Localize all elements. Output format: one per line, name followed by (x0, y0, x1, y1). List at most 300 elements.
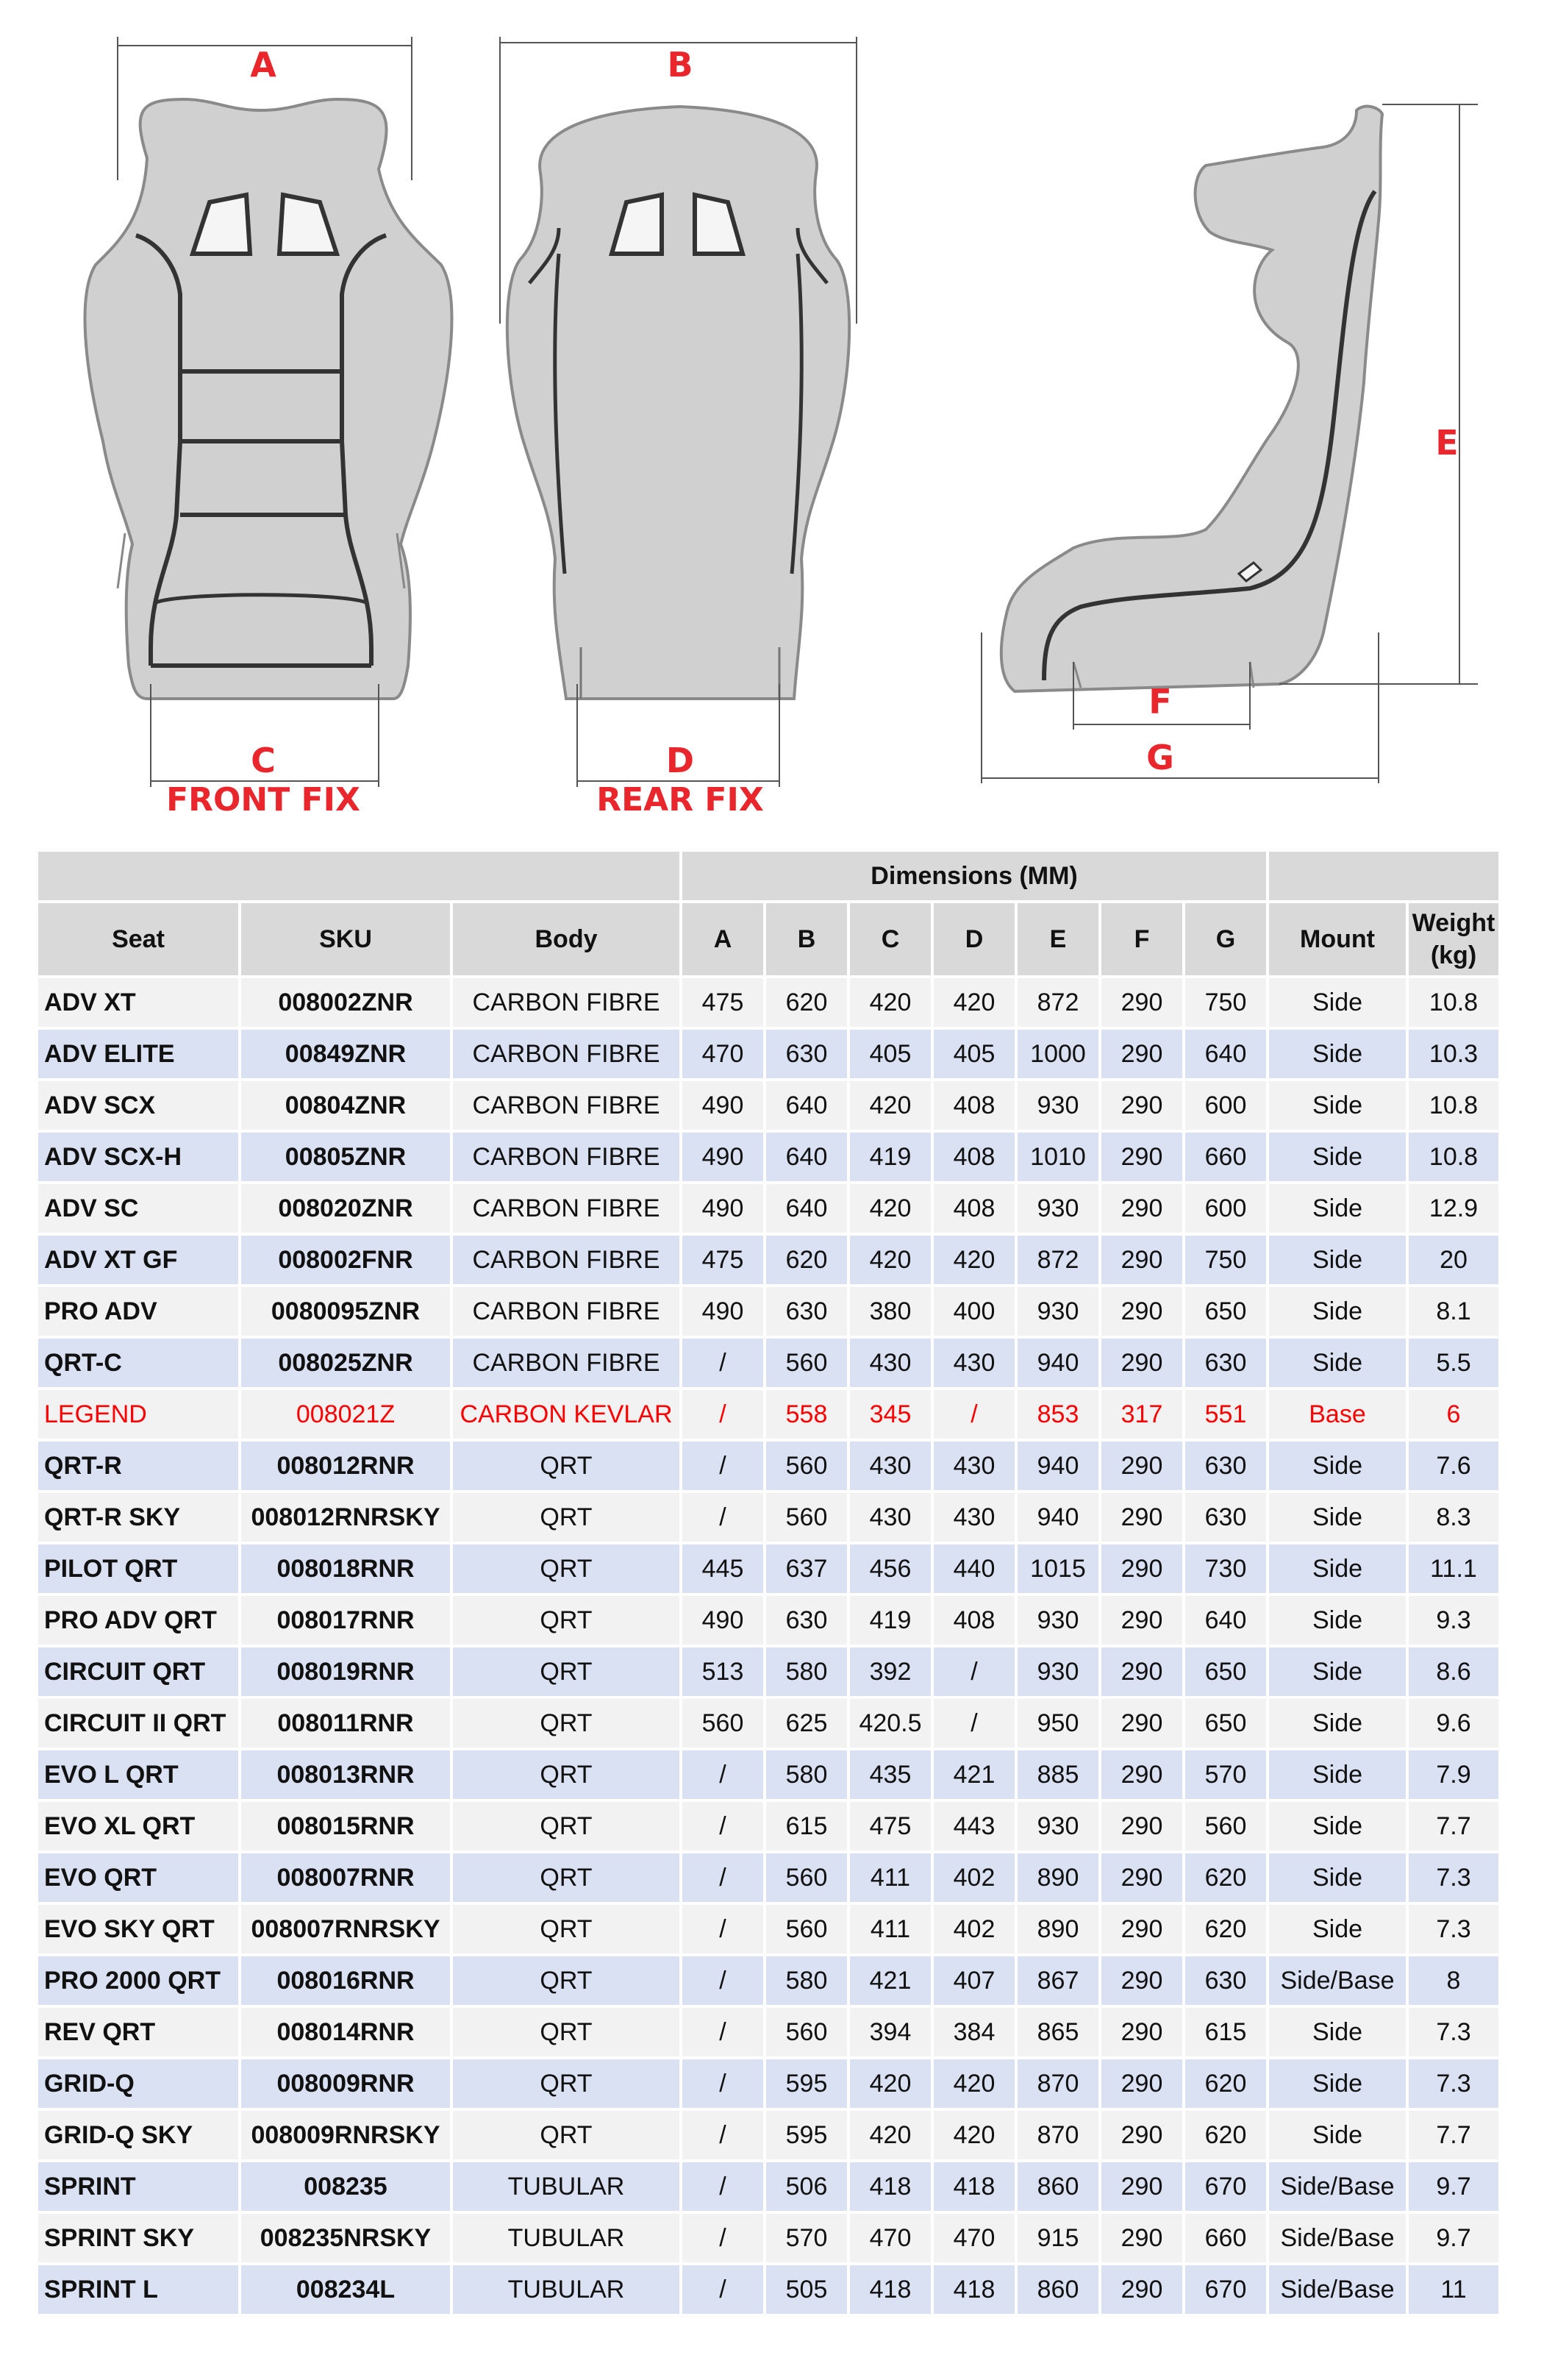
cell-mount: Side (1269, 2008, 1406, 2056)
cell-mount: Side/Base (1269, 2162, 1406, 2211)
cell-a: / (682, 1802, 763, 1850)
table-row (38, 1493, 1498, 1542)
cell-c: 420 (850, 1184, 931, 1233)
table-row (38, 1596, 1498, 1645)
cell-a: / (682, 2111, 763, 2159)
cell-seat: ADV XT GF (38, 1236, 238, 1284)
dimension-c (151, 684, 379, 819)
cell-f: 290 (1101, 1905, 1182, 1953)
cell-f: 290 (1101, 2214, 1182, 2262)
table-body (38, 978, 1498, 2314)
table-row (38, 1544, 1498, 1593)
cell-body: QRT (453, 1802, 679, 1850)
cell-d: 402 (934, 1853, 1015, 1902)
cell-a: 490 (682, 1596, 763, 1645)
cell-weight: 8.1 (1409, 1287, 1498, 1336)
cell-seat: LEGEND (38, 1390, 238, 1439)
cell-weight: 10.8 (1409, 1081, 1498, 1130)
cell-mount: Side (1269, 1853, 1406, 1902)
table-row (38, 1442, 1498, 1490)
cell-e: 853 (1018, 1390, 1098, 1439)
seat-dimension-diagram (0, 0, 1544, 824)
cell-sku: 008012RNR (241, 1442, 450, 1490)
front-fix-caption: FRONT FIX (166, 781, 360, 819)
cell-sku: 008009RNRSKY (241, 2111, 450, 2159)
cell-mount: Side (1269, 1750, 1406, 1799)
cell-mount: Side (1269, 1544, 1406, 1593)
table-row (38, 2265, 1498, 2314)
table-row (38, 2162, 1498, 2211)
cell-e: 870 (1018, 2059, 1098, 2108)
cell-c: 418 (850, 2265, 931, 2314)
cell-g: 600 (1185, 1081, 1266, 1130)
cell-weight: 8.6 (1409, 1647, 1498, 1696)
cell-d: / (934, 1699, 1015, 1747)
header-blank (38, 852, 679, 900)
cell-body: CARBON KEVLAR (453, 1390, 679, 1439)
table-row (38, 1905, 1498, 1953)
table-row (38, 1236, 1498, 1284)
cell-mount: Side (1269, 1905, 1406, 1953)
cell-seat: ADV ELITE (38, 1030, 238, 1078)
cell-body: QRT (453, 2059, 679, 2108)
cell-sku: 008015RNR (241, 1802, 450, 1850)
cell-body: QRT (453, 1596, 679, 1645)
col-mount: Mount (1269, 903, 1406, 975)
cell-d: 420 (934, 978, 1015, 1027)
cell-weight: 7.7 (1409, 1802, 1498, 1850)
cell-g: 650 (1185, 1647, 1266, 1696)
cell-mount: Side (1269, 1339, 1406, 1387)
cell-sku: 008235NRSKY (241, 2214, 450, 2262)
cell-seat: SPRINT L (38, 2265, 238, 2314)
table-row (38, 1339, 1498, 1387)
cell-g: 551 (1185, 1390, 1266, 1439)
cell-d: / (934, 1390, 1015, 1439)
cell-seat: QRT-R (38, 1442, 238, 1490)
cell-e: 867 (1018, 1956, 1098, 2005)
table-row (38, 2008, 1498, 2056)
col-g: G (1185, 903, 1266, 975)
cell-g: 670 (1185, 2162, 1266, 2211)
cell-body: CARBON FIBRE (453, 1339, 679, 1387)
cell-g: 560 (1185, 1802, 1266, 1850)
cell-f: 290 (1101, 1339, 1182, 1387)
cell-d: 420 (934, 2059, 1015, 2108)
cell-f: 290 (1101, 1544, 1182, 1593)
cell-seat: REV QRT (38, 2008, 238, 2056)
cell-a: / (682, 1442, 763, 1490)
cell-body: QRT (453, 1699, 679, 1747)
cell-c: 456 (850, 1544, 931, 1593)
cell-body: TUBULAR (453, 2162, 679, 2211)
cell-mount: Side (1269, 1287, 1406, 1336)
cell-body: QRT (453, 2111, 679, 2159)
cell-mount: Side/Base (1269, 2214, 1406, 2262)
cell-seat: SPRINT (38, 2162, 238, 2211)
cell-c: 430 (850, 1442, 931, 1490)
cell-b: 637 (766, 1544, 847, 1593)
cell-a: / (682, 2162, 763, 2211)
cell-seat: ADV SCX (38, 1081, 238, 1130)
cell-c: 420 (850, 978, 931, 1027)
cell-mount: Side (1269, 1647, 1406, 1696)
cell-a: 490 (682, 1184, 763, 1233)
label-d: D (665, 741, 695, 780)
cell-body: CARBON FIBRE (453, 1081, 679, 1130)
cell-e: 860 (1018, 2162, 1098, 2211)
cell-sku: 008014RNR (241, 2008, 450, 2056)
table-row (38, 1287, 1498, 1336)
cell-f: 290 (1101, 1647, 1182, 1696)
cell-a: 445 (682, 1544, 763, 1593)
cell-body: CARBON FIBRE (453, 1287, 679, 1336)
table-row (38, 1699, 1498, 1747)
cell-c: 419 (850, 1596, 931, 1645)
cell-a: 513 (682, 1647, 763, 1696)
table-row (38, 978, 1498, 1027)
cell-weight: 7.9 (1409, 1750, 1498, 1799)
table-row (38, 1081, 1498, 1130)
cell-g: 750 (1185, 1236, 1266, 1284)
cell-seat: PRO 2000 QRT (38, 1956, 238, 2005)
cell-sku: 008007RNR (241, 1853, 450, 1902)
cell-d: 418 (934, 2265, 1015, 2314)
cell-body: QRT (453, 1750, 679, 1799)
cell-g: 660 (1185, 2214, 1266, 2262)
seat-spec-table-container (35, 849, 1498, 2317)
cell-a: / (682, 1493, 763, 1542)
cell-seat: PRO ADV QRT (38, 1596, 238, 1645)
cell-weight: 9.6 (1409, 1699, 1498, 1747)
cell-b: 630 (766, 1030, 847, 1078)
cell-seat: QRT-C (38, 1339, 238, 1387)
cell-d: 402 (934, 1905, 1015, 1953)
cell-e: 872 (1018, 978, 1098, 1027)
cell-d: 420 (934, 2111, 1015, 2159)
cell-weight: 5.5 (1409, 1339, 1498, 1387)
cell-body: QRT (453, 1956, 679, 2005)
cell-e: 940 (1018, 1442, 1098, 1490)
cell-f: 290 (1101, 1853, 1182, 1902)
cell-e: 1015 (1018, 1544, 1098, 1593)
cell-sku: 008021Z (241, 1390, 450, 1439)
cell-g: 620 (1185, 1905, 1266, 1953)
rear-view-seat (507, 107, 849, 699)
cell-e: 940 (1018, 1493, 1098, 1542)
cell-mount: Base (1269, 1390, 1406, 1439)
rear-fix-caption: REAR FIX (596, 781, 764, 819)
cell-b: 620 (766, 1236, 847, 1284)
cell-f: 290 (1101, 1442, 1182, 1490)
cell-b: 560 (766, 1442, 847, 1490)
cell-seat: CIRCUIT QRT (38, 1647, 238, 1696)
cell-f: 290 (1101, 1184, 1182, 1233)
cell-mount: Side (1269, 1236, 1406, 1284)
cell-weight: 7.7 (1409, 2111, 1498, 2159)
cell-mount: Side (1269, 1493, 1406, 1542)
cell-f: 290 (1101, 2162, 1182, 2211)
cell-body: TUBULAR (453, 2265, 679, 2314)
cell-g: 670 (1185, 2265, 1266, 2314)
cell-e: 940 (1018, 1339, 1098, 1387)
cell-g: 600 (1185, 1184, 1266, 1233)
cell-b: 560 (766, 1339, 847, 1387)
cell-f: 290 (1101, 2059, 1182, 2108)
cell-c: 475 (850, 1802, 931, 1850)
table-row (38, 1956, 1498, 2005)
cell-f: 290 (1101, 1956, 1182, 2005)
cell-c: 411 (850, 1853, 931, 1902)
label-g: G (1146, 738, 1174, 777)
cell-weight: 6 (1409, 1390, 1498, 1439)
cell-b: 630 (766, 1596, 847, 1645)
cell-e: 872 (1018, 1236, 1098, 1284)
cell-d: 408 (934, 1596, 1015, 1645)
cell-d: 421 (934, 1750, 1015, 1799)
cell-a: 560 (682, 1699, 763, 1747)
table-row (38, 1750, 1498, 1799)
cell-weight: 12.9 (1409, 1184, 1498, 1233)
cell-mount: Side (1269, 1184, 1406, 1233)
cell-b: 580 (766, 1750, 847, 1799)
cell-f: 290 (1101, 1236, 1182, 1284)
table-header (38, 852, 1498, 975)
cell-e: 930 (1018, 1287, 1098, 1336)
cell-d: 440 (934, 1544, 1015, 1593)
cell-c: 392 (850, 1647, 931, 1696)
cell-sku: 008025ZNR (241, 1339, 450, 1387)
cell-seat: QRT-R SKY (38, 1493, 238, 1542)
table-row (38, 1802, 1498, 1850)
cell-g: 630 (1185, 1493, 1266, 1542)
cell-b: 595 (766, 2111, 847, 2159)
cell-a: 490 (682, 1081, 763, 1130)
cell-e: 870 (1018, 2111, 1098, 2159)
cell-c: 345 (850, 1390, 931, 1439)
table-row (38, 1184, 1498, 1233)
cell-f: 290 (1101, 1750, 1182, 1799)
cell-c: 419 (850, 1133, 931, 1181)
cell-d: 408 (934, 1081, 1015, 1130)
cell-sku: 00804ZNR (241, 1081, 450, 1130)
cell-d: 430 (934, 1339, 1015, 1387)
cell-e: 1010 (1018, 1133, 1098, 1181)
cell-sku: 008235 (241, 2162, 450, 2211)
cell-g: 615 (1185, 2008, 1266, 2056)
cell-a: / (682, 1853, 763, 1902)
side-view-seat (1001, 107, 1382, 691)
col-weight: Weight (kg) (1409, 903, 1498, 975)
cell-sku: 008007RNRSKY (241, 1905, 450, 1953)
cell-f: 290 (1101, 2111, 1182, 2159)
table-row (38, 2059, 1498, 2108)
table-row (38, 1133, 1498, 1181)
cell-d: 400 (934, 1287, 1015, 1336)
cell-e: 890 (1018, 1905, 1098, 1953)
cell-b: 570 (766, 2214, 847, 2262)
col-e: E (1018, 903, 1098, 975)
cell-f: 290 (1101, 2008, 1182, 2056)
cell-g: 640 (1185, 1596, 1266, 1645)
cell-body: CARBON FIBRE (453, 1030, 679, 1078)
cell-g: 630 (1185, 1956, 1266, 2005)
cell-g: 650 (1185, 1287, 1266, 1336)
table-row (38, 1647, 1498, 1696)
table-row (38, 2214, 1498, 2262)
cell-seat: EVO QRT (38, 1853, 238, 1902)
cell-c: 470 (850, 2214, 931, 2262)
cell-sku: 00805ZNR (241, 1133, 450, 1181)
cell-c: 420 (850, 2059, 931, 2108)
cell-e: 930 (1018, 1596, 1098, 1645)
cell-e: 930 (1018, 1184, 1098, 1233)
cell-f: 290 (1101, 1596, 1182, 1645)
cell-mount: Side (1269, 1699, 1406, 1747)
col-b: B (766, 903, 847, 975)
cell-c: 420.5 (850, 1699, 931, 1747)
cell-weight: 8 (1409, 1956, 1498, 2005)
cell-sku: 008018RNR (241, 1544, 450, 1593)
cell-b: 640 (766, 1081, 847, 1130)
col-f: F (1101, 903, 1182, 975)
col-a: A (682, 903, 763, 975)
cell-a: 490 (682, 1133, 763, 1181)
cell-g: 650 (1185, 1699, 1266, 1747)
cell-body: QRT (453, 1493, 679, 1542)
cell-g: 630 (1185, 1339, 1266, 1387)
cell-g: 750 (1185, 978, 1266, 1027)
cell-b: 580 (766, 1956, 847, 2005)
cell-sku: 008020ZNR (241, 1184, 450, 1233)
cell-sku: 008234L (241, 2265, 450, 2314)
seat-spec-table (35, 849, 1501, 2317)
cell-g: 660 (1185, 1133, 1266, 1181)
cell-e: 930 (1018, 1802, 1098, 1850)
cell-weight: 20 (1409, 1236, 1498, 1284)
cell-a: / (682, 1750, 763, 1799)
cell-c: 420 (850, 1081, 931, 1130)
cell-b: 558 (766, 1390, 847, 1439)
cell-weight: 11 (1409, 2265, 1498, 2314)
cell-b: 620 (766, 978, 847, 1027)
table-row (38, 1853, 1498, 1902)
cell-weight: 8.3 (1409, 1493, 1498, 1542)
cell-body: CARBON FIBRE (453, 978, 679, 1027)
cell-seat: ADV SCX-H (38, 1133, 238, 1181)
cell-f: 290 (1101, 1030, 1182, 1078)
header-blank-right (1269, 852, 1498, 900)
cell-seat: ADV SC (38, 1184, 238, 1233)
cell-c: 380 (850, 1287, 931, 1336)
cell-body: QRT (453, 1905, 679, 1953)
cell-b: 560 (766, 1853, 847, 1902)
cell-a: 490 (682, 1287, 763, 1336)
cell-c: 420 (850, 1236, 931, 1284)
cell-d: 470 (934, 2214, 1015, 2262)
cell-body: QRT (453, 2008, 679, 2056)
cell-b: 640 (766, 1184, 847, 1233)
cell-weight: 10.3 (1409, 1030, 1498, 1078)
label-e: E (1435, 423, 1459, 463)
cell-weight: 9.3 (1409, 1596, 1498, 1645)
cell-b: 595 (766, 2059, 847, 2108)
cell-a: / (682, 1905, 763, 1953)
cell-mount: Side (1269, 1596, 1406, 1645)
cell-b: 640 (766, 1133, 847, 1181)
cell-a: / (682, 1390, 763, 1439)
cell-b: 615 (766, 1802, 847, 1850)
front-view-seat (85, 99, 452, 699)
cell-d: 420 (934, 1236, 1015, 1284)
cell-d: 418 (934, 2162, 1015, 2211)
cell-a: / (682, 2214, 763, 2262)
cell-seat: EVO L QRT (38, 1750, 238, 1799)
cell-weight: 7.6 (1409, 1442, 1498, 1490)
cell-b: 560 (766, 1493, 847, 1542)
cell-seat: GRID-Q (38, 2059, 238, 2108)
cell-weight: 9.7 (1409, 2214, 1498, 2262)
cell-mount: Side/Base (1269, 2265, 1406, 2314)
cell-c: 405 (850, 1030, 931, 1078)
table-row (38, 1390, 1498, 1439)
cell-f: 317 (1101, 1390, 1182, 1439)
cell-sku: 008017RNR (241, 1596, 450, 1645)
cell-c: 418 (850, 2162, 931, 2211)
cell-body: QRT (453, 1544, 679, 1593)
cell-e: 885 (1018, 1750, 1098, 1799)
cell-e: 865 (1018, 2008, 1098, 2056)
table-row (38, 2111, 1498, 2159)
cell-body: CARBON FIBRE (453, 1133, 679, 1181)
cell-weight: 10.8 (1409, 978, 1498, 1027)
cell-weight: 7.3 (1409, 1905, 1498, 1953)
cell-body: TUBULAR (453, 2214, 679, 2262)
cell-weight: 7.3 (1409, 2059, 1498, 2108)
cell-e: 915 (1018, 2214, 1098, 2262)
cell-weight: 10.8 (1409, 1133, 1498, 1181)
cell-sku: 008019RNR (241, 1647, 450, 1696)
cell-g: 630 (1185, 1442, 1266, 1490)
cell-b: 625 (766, 1699, 847, 1747)
cell-f: 290 (1101, 1287, 1182, 1336)
cell-e: 930 (1018, 1081, 1098, 1130)
cell-c: 394 (850, 2008, 931, 2056)
cell-a: / (682, 2265, 763, 2314)
cell-d: 405 (934, 1030, 1015, 1078)
cell-e: 860 (1018, 2265, 1098, 2314)
cell-sku: 008002FNR (241, 1236, 450, 1284)
cell-b: 560 (766, 2008, 847, 2056)
cell-a: / (682, 2059, 763, 2108)
cell-f: 290 (1101, 1133, 1182, 1181)
cell-mount: Side (1269, 978, 1406, 1027)
col-seat: Seat (38, 903, 238, 975)
cell-b: 580 (766, 1647, 847, 1696)
cell-body: CARBON FIBRE (453, 1236, 679, 1284)
cell-f: 290 (1101, 978, 1182, 1027)
cell-body: QRT (453, 1853, 679, 1902)
cell-g: 620 (1185, 2111, 1266, 2159)
cell-sku: 008012RNRSKY (241, 1493, 450, 1542)
cell-sku: 008016RNR (241, 1956, 450, 2005)
cell-f: 290 (1101, 1802, 1182, 1850)
cell-body: QRT (453, 1647, 679, 1696)
cell-b: 506 (766, 2162, 847, 2211)
cell-a: 475 (682, 978, 763, 1027)
cell-e: 950 (1018, 1699, 1098, 1747)
cell-c: 430 (850, 1493, 931, 1542)
